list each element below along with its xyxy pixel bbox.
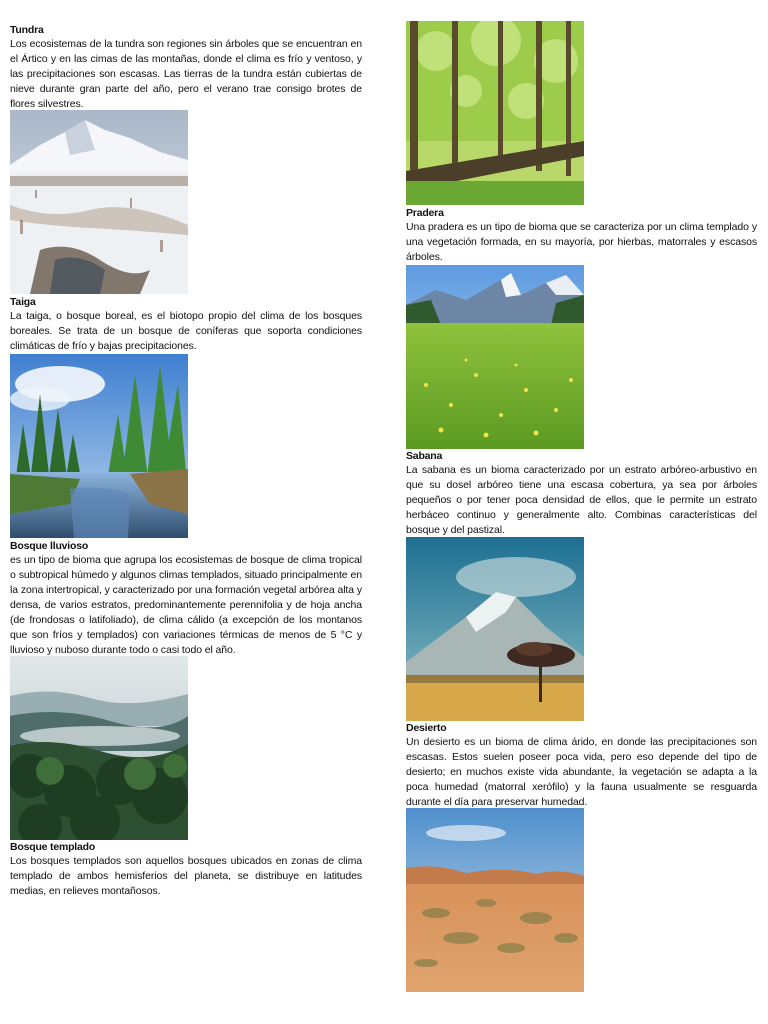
pradera-text: Una pradera es un tipo de bioma que se caracteriza por un clima templado y una vegetación formada, en su mayoría, por hierbas, matorrales y escasos árboles. bbox=[406, 221, 757, 263]
bosque-templado-text: Los bosques templados son aquellos bosques ubicados en zonas de clima templado de ambos hemisferios del planeta, se distribuye en latitudes medias, en relieves montañosos. bbox=[10, 855, 362, 897]
taiga-title: Taiga bbox=[10, 296, 36, 308]
taiga-section bbox=[10, 296, 362, 354]
tundra-title: Tundra bbox=[10, 24, 44, 36]
sabana-title: Sabana bbox=[406, 450, 443, 462]
desierto-section bbox=[406, 722, 757, 810]
bosque-templado-section bbox=[10, 841, 362, 899]
pradera-section bbox=[406, 207, 757, 265]
tundra-text: Los ecosistemas de la tundra son regiones sin árboles que se encuentran en el Ártico y en las cimas de las montañas, donde el clima es frío y ventoso, y las precipitaciones son escasas. Las tierras de la tundra están cubiertas de nieve durante gran parte del año, pero el verano trae consigo brotes de flores silvestres. bbox=[10, 38, 362, 110]
desierto-image bbox=[406, 808, 584, 992]
sabana-section bbox=[406, 450, 757, 538]
bosque-templado-title: Bosque templado bbox=[10, 841, 96, 853]
desierto-title: Desierto bbox=[406, 722, 447, 734]
pradera-image bbox=[406, 265, 584, 449]
sabana-image bbox=[406, 537, 584, 721]
taiga-text: La taiga, o bosque boreal, es el biotopo propio del clima de los bosques boreales. Se trata de un bosque de coníferas que soporta condiciones climáticas de frío y bajas precipitaciones. bbox=[10, 310, 362, 352]
tundra-image bbox=[10, 110, 188, 294]
bosque-lluvioso-section bbox=[10, 540, 362, 658]
bosque-lluvioso-title: Bosque lluvioso bbox=[10, 540, 89, 552]
taiga-image bbox=[10, 354, 188, 538]
sabana-text: La sabana es un bioma caracterizado por un estrato arbóreo-arbustivo en que su dosel arbóreo tiene una escasa cobertura, ya sea por árboles pequeños o por tener poca densidad de ellos, que le permite un estrato herbáceo continuo y generalmente alto. Combinas características del bosque y del pastizal. bbox=[406, 464, 757, 536]
pradera-title: Pradera bbox=[406, 207, 444, 219]
bosque-lluvioso-image bbox=[10, 656, 188, 840]
tundra-section bbox=[10, 24, 362, 112]
bosque-templado-image bbox=[406, 21, 584, 205]
desierto-text: Un desierto es un bioma de clima árido, en donde las precipitaciones son escasas. Estos suelen poseer poca vida, pero eso depende del tipo de desierto; en muchos existe vida abundante, la vegetación se adapta a la poca humedad (matorral xerófilo) y la fauna usualmente se resguarda durante el día para preservar humedad. bbox=[406, 736, 757, 808]
bosque-lluvioso-text: es un tipo de bioma que agrupa los ecosistemas de bosque de clima tropical o subtropical húmedo y algunos climas templados, situado principalmente en la zona intertropical, y caracterizado por una formación vegetal arbórea alta y densa, de varios estratos, predominantemente perennifolia y de hoja ancha (de frondosas o latifoliado), de clima cálido (a excepción de los montanos que son fríos y templados) con variaciones térmicas de menos de 5 °C y lluvioso y nuboso durante todo o casi todo el año. bbox=[10, 554, 362, 656]
